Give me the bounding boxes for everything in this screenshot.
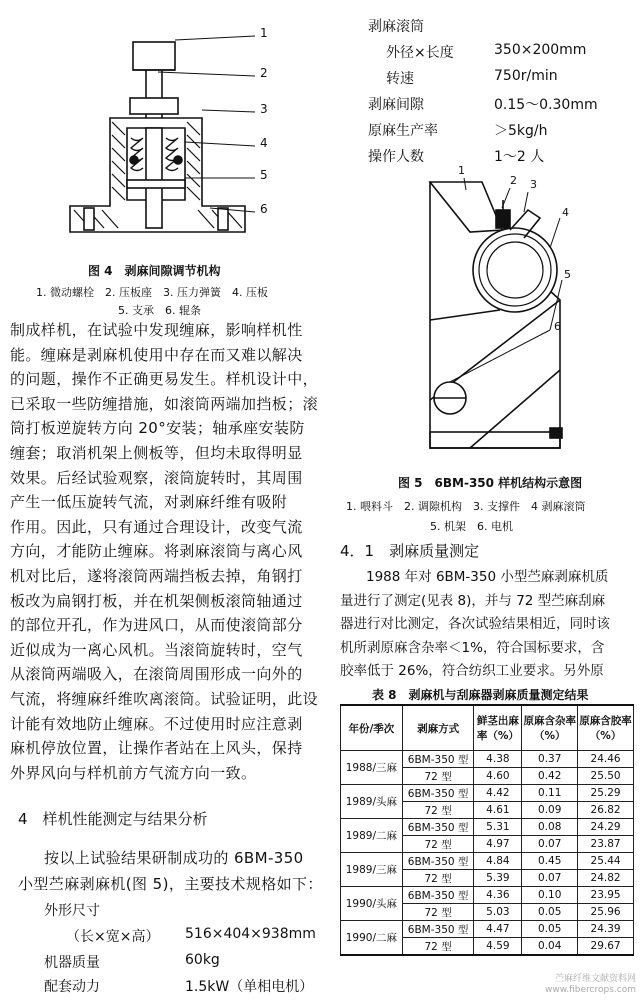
season-cell: 1989/二麻 xyxy=(341,819,403,853)
spec-value: 750r/min xyxy=(494,68,558,84)
table-body xyxy=(341,751,634,956)
table-header-cell: 原麻含胶率（%） xyxy=(578,705,634,751)
figure-5-callout: 4 xyxy=(562,206,569,219)
value-cell: 24.29 xyxy=(578,819,634,836)
table-row xyxy=(341,785,634,802)
season-cell: 1988/三麻 xyxy=(341,751,403,785)
figure-4-callout: 5 xyxy=(260,168,268,182)
value-cell: 24.39 xyxy=(578,921,634,938)
table-row xyxy=(341,887,634,904)
text-line: 方向，才能防止缠麻。将剥麻滚筒与离心风 xyxy=(10,542,303,561)
value-cell: 0.09 xyxy=(522,802,578,819)
value-cell: 4.38 xyxy=(474,751,522,768)
spec-label: 配套动力 xyxy=(44,979,100,995)
season-cell: 1989/头麻 xyxy=(341,785,403,819)
method-cell: 6BM-350 型 xyxy=(402,785,474,802)
figure-4-callout: 4 xyxy=(260,136,268,150)
value-cell: 0.05 xyxy=(522,921,578,938)
spec-label: 操作人数 xyxy=(368,149,424,165)
figure-5-callout: 5 xyxy=(564,268,571,281)
value-cell: 0.04 xyxy=(522,938,578,956)
value-cell: 0.07 xyxy=(522,836,578,853)
text-line: 作用。因此，只有通过合理设计，改变气流 xyxy=(10,517,303,536)
value-cell: 4.97 xyxy=(474,836,522,853)
figure-4-caption: 图 4 剥麻间隙调节机构 xyxy=(88,264,221,278)
figure-4-callout: 2 xyxy=(260,66,268,80)
season-cell: 1990/二麻 xyxy=(341,921,403,956)
text-line: 缠套；取消机架上侧板等，但均未取得明显 xyxy=(10,443,303,462)
section-4-1-heading: 4．1 剥麻质量测定 xyxy=(340,542,480,560)
figure-4-callout: 3 xyxy=(260,102,268,116)
spec-value: 1～2 人 xyxy=(494,149,545,165)
table-header-cell: 原麻含杂率（%） xyxy=(522,705,578,751)
value-cell: 5.31 xyxy=(474,819,522,836)
left-paragraph xyxy=(10,318,320,785)
value-cell: 0.08 xyxy=(522,819,578,836)
spec-value: 60kg xyxy=(185,952,220,968)
value-cell: 25.29 xyxy=(578,785,634,802)
value-cell: 0.11 xyxy=(522,785,578,802)
section-4-intro: 小型苎麻剥麻机(图 5)，主要技术规格如下： xyxy=(18,875,323,893)
table-row xyxy=(341,853,634,870)
spec-value: 1.5kW（单相电机） xyxy=(185,979,314,995)
table-8-title: 表 8 剥麻机与刮麻器剥麻质量测定结果 xyxy=(372,688,589,702)
value-cell: 4.61 xyxy=(474,802,522,819)
text-line: 胶率低于 26%，符合纺织工业要求。另外原 xyxy=(340,663,604,679)
season-cell: 1989/三麻 xyxy=(341,853,403,887)
figure-5-callout: 2 xyxy=(510,174,517,187)
value-cell: 4.60 xyxy=(474,768,522,785)
value-cell: 0.07 xyxy=(522,870,578,887)
figure-5 xyxy=(410,164,610,465)
method-cell: 72 型 xyxy=(402,802,474,819)
figure-4-callout: 1 xyxy=(260,26,268,40)
spec-label: 外形尺寸 xyxy=(44,903,100,919)
spec-label: 外径×长度 xyxy=(386,45,454,61)
value-cell: 29.67 xyxy=(578,938,634,956)
text-line: 机所剥原麻含杂率＜1%，符合国标要求，含 xyxy=(340,639,605,656)
value-cell: 23.95 xyxy=(578,887,634,904)
watermark xyxy=(545,974,636,996)
section-4-intro: 按以上试验结果研制成功的 6BM-350 xyxy=(44,849,304,867)
method-cell: 72 型 xyxy=(402,870,474,887)
spec-label: （长×宽×高） xyxy=(66,929,160,945)
text-line: 制成样机，在试验中发现缠麻，影响样机性 xyxy=(10,321,303,339)
value-cell: 25.96 xyxy=(578,904,634,921)
table-header-cell: 鲜茎出麻率（%） xyxy=(474,705,522,751)
spec-value: 0.15～0.30mm xyxy=(494,97,598,113)
figure-5-legend: 5. 机架 6. 电机 xyxy=(430,520,513,533)
text-line: 的部位开孔，作为进风口，从而使滚筒部分 xyxy=(10,616,303,635)
value-cell: 26.82 xyxy=(578,802,634,819)
spec-value: 516×404×938mm xyxy=(185,926,316,942)
figure-4 xyxy=(30,10,300,265)
figure-5-caption: 图 5 6BM-350 样机结构示意图 xyxy=(398,476,583,490)
value-cell: 4.36 xyxy=(474,887,522,904)
spec-label: 原麻生产率 xyxy=(368,123,438,139)
season-cell: 1990/头麻 xyxy=(341,887,403,921)
value-cell: 4.42 xyxy=(474,785,522,802)
spec-value: ＞5kg/h xyxy=(494,123,548,139)
spec-label: 剥麻滚筒 xyxy=(368,19,424,35)
watermark-line: 苎麻纤维文献资料网 xyxy=(554,974,636,984)
value-cell: 25.44 xyxy=(578,853,634,870)
text-line: 麻机停放位置，让操作者站在上风头，保持 xyxy=(10,739,303,758)
method-cell: 72 型 xyxy=(402,938,474,956)
value-cell: 5.03 xyxy=(474,904,522,921)
spec-label: 机器质量 xyxy=(44,955,100,971)
value-cell: 0.37 xyxy=(522,751,578,768)
method-cell: 6BM-350 型 xyxy=(402,887,474,904)
section-4-heading: 4 样机性能测定与结果分析 xyxy=(18,810,208,828)
table-header-cell: 剥麻方式 xyxy=(402,705,474,751)
figure-4-legend: 5. 支承 6. 辊条 xyxy=(118,304,201,317)
section-4-1-paragraph xyxy=(340,566,632,684)
figure-4-legend: 1. 微动螺栓 2. 压板座 3. 压力弹簧 4. 压板 xyxy=(36,286,268,299)
text-line: 筒打板逆旋转方向 20°安装；轴承座安装防 xyxy=(10,419,305,438)
value-cell: 0.42 xyxy=(522,768,578,785)
table-row xyxy=(341,921,634,938)
text-line: 量进行了测定(见表 8)，并与 72 型苎麻刮麻 xyxy=(340,592,606,609)
text-line: 从滚筒两端吸入，在滚筒周围形成一向外的 xyxy=(10,665,303,684)
text-line: 1988 年对 6BM-350 小型苎麻剥麻机质 xyxy=(366,569,609,585)
table-row xyxy=(341,819,634,836)
figure-5-callout: 1 xyxy=(458,164,465,177)
value-cell: 24.46 xyxy=(578,751,634,768)
value-cell: 4.84 xyxy=(474,853,522,870)
text-line: 机对比后，遂将滚筒两端挡板去掉，角钢打 xyxy=(10,566,303,585)
table-row xyxy=(341,751,634,768)
text-line: 板改为扁钢打板，并在机架侧板滚筒轴通过 xyxy=(10,591,303,610)
text-line: 产生一低压旋转气流，对剥麻纤维有吸附 xyxy=(10,493,288,512)
text-line: 近似成为一离心风机。当滚筒旋转时，空气 xyxy=(10,640,303,659)
figure-4-callout: 6 xyxy=(260,202,268,216)
spec-value: 350×200mm xyxy=(494,42,587,58)
method-cell: 72 型 xyxy=(402,836,474,853)
text-line: 已采取一些防缠措施，如滚筒两端加挡板；滚 xyxy=(10,394,319,413)
table-header-cell: 年份/季次 xyxy=(341,705,403,751)
method-cell: 72 型 xyxy=(402,768,474,785)
value-cell: 25.50 xyxy=(578,768,634,785)
text-line: 计能有效地防止缠麻。不过使用时应注意剥 xyxy=(10,714,303,733)
watermark-line: www.fibercrops.com xyxy=(545,985,636,995)
text-line: 气流，将缠麻纤维吹离滚筒。试验证明，此设 xyxy=(10,689,319,708)
value-cell: 24.82 xyxy=(578,870,634,887)
text-line: 效果。后经试验观察，滚筒旋转时，其周围 xyxy=(10,468,303,487)
value-cell: 0.10 xyxy=(522,887,578,904)
figure-5-callout: 3 xyxy=(530,178,537,191)
method-cell: 72 型 xyxy=(402,904,474,921)
method-cell: 6BM-350 型 xyxy=(402,921,474,938)
spec-label: 转速 xyxy=(386,71,414,87)
value-cell: 4.47 xyxy=(474,921,522,938)
text-line: 外界风向与样机前方气流方向一致。 xyxy=(10,763,257,782)
value-cell: 4.59 xyxy=(474,938,522,956)
table-8 xyxy=(340,704,634,956)
method-cell: 6BM-350 型 xyxy=(402,751,474,768)
value-cell: 0.45 xyxy=(522,853,578,870)
text-line: 能。缠麻是剥麻机使用中存在而又难以解决 xyxy=(10,345,303,364)
spec-label: 剥麻间隙 xyxy=(368,97,424,113)
figure-5-drawing xyxy=(410,170,610,465)
method-cell: 6BM-350 型 xyxy=(402,819,474,836)
value-cell: 5.39 xyxy=(474,870,522,887)
text-line: 器进行对比测定，各次试验结果相近，同时该 xyxy=(340,616,610,632)
value-cell: 23.87 xyxy=(578,836,634,853)
figure-5-legend: 1. 喂料斗 2. 调隙机构 3. 支撑件 4 剥麻滚筒 xyxy=(346,500,586,513)
text-line: 的问题，操作不正确更易发生。样机设计中， xyxy=(10,370,319,389)
value-cell: 0.05 xyxy=(522,904,578,921)
figure-5-callout: 6 xyxy=(554,320,561,333)
method-cell: 6BM-350 型 xyxy=(402,853,474,870)
table-header-row xyxy=(341,705,634,751)
